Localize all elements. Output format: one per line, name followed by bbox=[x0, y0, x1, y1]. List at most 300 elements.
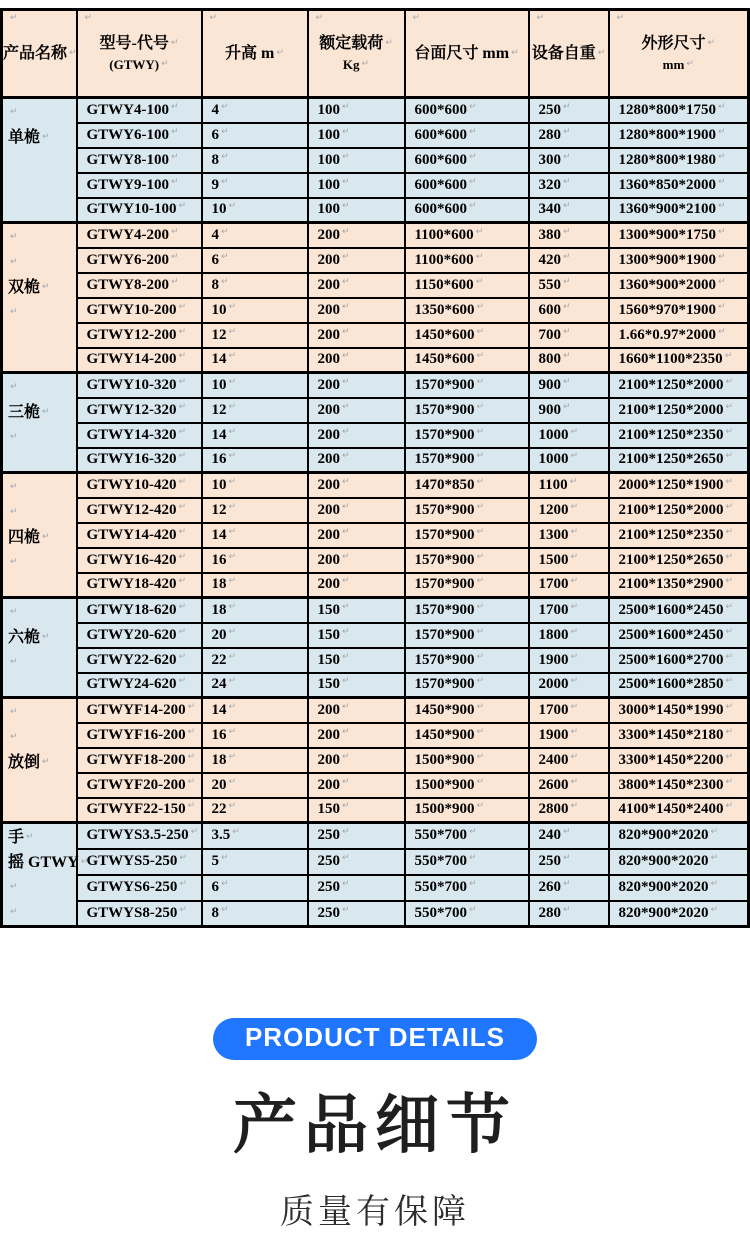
lift-height-cell bbox=[202, 849, 308, 875]
paragraph-mark: ↵ bbox=[342, 751, 350, 762]
cell-text: 150 bbox=[317, 626, 340, 643]
cell-text: 2500*1600*2450 bbox=[618, 601, 724, 618]
col-header-rated-load bbox=[308, 10, 405, 98]
paragraph-mark: ↵ bbox=[563, 126, 571, 137]
platform-size-cell bbox=[405, 373, 529, 398]
paragraph-mark: ↵ bbox=[10, 557, 18, 567]
paragraph-mark: ↵ bbox=[228, 676, 237, 687]
paragraph-mark: ↵ bbox=[178, 626, 187, 637]
paragraph-mark: ↵ bbox=[342, 101, 350, 112]
cell-text: 820*900*2020 bbox=[618, 853, 709, 869]
cell-text: 200 bbox=[317, 401, 340, 418]
rated-load-cell bbox=[308, 123, 405, 148]
cell-text: 1000 bbox=[538, 426, 569, 443]
paragraph-mark: ↵ bbox=[187, 726, 196, 737]
cell-text: 550*700 bbox=[414, 879, 467, 895]
platform-size-cell bbox=[405, 548, 529, 573]
table-row bbox=[2, 673, 749, 698]
paragraph-mark: ↵ bbox=[342, 904, 350, 915]
paragraph-mark: ↵ bbox=[570, 526, 579, 537]
cell-text: 14 bbox=[211, 426, 227, 443]
col-header-overall-size bbox=[609, 10, 749, 98]
cell-text: 3300*1450*2180 bbox=[618, 726, 724, 743]
paragraph-mark: ↵ bbox=[42, 757, 50, 767]
cell-text: 150 bbox=[317, 676, 340, 693]
cell-text: 2100*1350*2900 bbox=[618, 576, 724, 593]
cell-text: 320 bbox=[538, 176, 561, 193]
unit-weight-cell bbox=[529, 548, 609, 573]
cell-text: 1360*900*2000 bbox=[618, 276, 716, 293]
cell-text: 2100*1250*2650 bbox=[618, 451, 724, 468]
header-text: 产品名称 bbox=[3, 45, 68, 62]
paragraph-mark: ↵ bbox=[570, 751, 579, 762]
table-row bbox=[2, 148, 749, 173]
cell-text: GTWY20-620 bbox=[86, 626, 177, 643]
cell-text: 1200 bbox=[538, 501, 569, 518]
group-name-line bbox=[8, 825, 76, 850]
cell-text: 1570*900 bbox=[414, 401, 475, 418]
paragraph-mark: ↵ bbox=[563, 827, 571, 838]
paragraph-mark: ↵ bbox=[228, 201, 237, 212]
paragraph-mark: ↵ bbox=[725, 476, 734, 487]
paragraph-mark: ↵ bbox=[361, 58, 370, 69]
platform-size-cell bbox=[405, 748, 529, 773]
paragraph-mark: ↵ bbox=[563, 276, 571, 287]
paragraph-mark: ↵ bbox=[570, 576, 579, 587]
cell-text: 1450*900 bbox=[414, 701, 475, 718]
mark-line bbox=[8, 300, 76, 325]
mark-line bbox=[8, 475, 76, 500]
overall-size-cell bbox=[609, 723, 749, 748]
cell-text: 22 bbox=[211, 801, 227, 818]
paragraph-mark: ↵ bbox=[342, 526, 350, 537]
rated-load-cell bbox=[308, 423, 405, 448]
model-code-cell bbox=[77, 398, 202, 423]
paragraph-mark: ↵ bbox=[476, 476, 485, 487]
paragraph-mark: ↵ bbox=[570, 426, 579, 437]
cell-text: 10 bbox=[211, 301, 227, 318]
cell-text: 1900 bbox=[538, 651, 569, 668]
model-code-cell bbox=[77, 473, 202, 498]
cell-text: GTWY10-320 bbox=[86, 376, 177, 393]
group-cell-single-mast bbox=[2, 98, 77, 223]
paragraph-mark: ↵ bbox=[171, 101, 179, 112]
paragraph-mark: ↵ bbox=[228, 776, 237, 787]
paragraph-mark: ↵ bbox=[342, 176, 350, 187]
cell-text: GTWY10-420 bbox=[86, 476, 177, 493]
paragraph-mark: ↵ bbox=[570, 651, 579, 662]
paragraph-mark: ↵ bbox=[710, 904, 719, 915]
model-code-cell bbox=[77, 198, 202, 223]
cell-text: 6 bbox=[211, 879, 219, 895]
paragraph-mark: ↵ bbox=[228, 401, 237, 412]
paragraph-mark: ↵ bbox=[718, 176, 726, 187]
cell-text: 20 bbox=[211, 776, 227, 793]
cell-text: 420 bbox=[538, 251, 561, 268]
paragraph-mark: ↵ bbox=[475, 276, 484, 287]
cell-text: 16 bbox=[211, 551, 227, 568]
cell-text: 9 bbox=[211, 176, 219, 193]
paragraph-mark: ↵ bbox=[342, 501, 350, 512]
model-code-cell bbox=[77, 598, 202, 623]
page bbox=[0, 8, 750, 1233]
cell-text: 2100*1250*2000 bbox=[618, 376, 724, 393]
cell-text: 22 bbox=[211, 651, 227, 668]
paragraph-mark: ↵ bbox=[718, 101, 726, 112]
unit-weight-cell bbox=[529, 448, 609, 473]
cell-text: 200 bbox=[317, 226, 340, 243]
cell-text: 200 bbox=[317, 501, 340, 518]
model-code-cell bbox=[77, 298, 202, 323]
model-code-cell bbox=[77, 323, 202, 348]
cell-text: GTWY10-100 bbox=[86, 201, 177, 218]
group-cell-double-mast bbox=[2, 223, 77, 373]
cell-text: 200 bbox=[317, 426, 340, 443]
lift-height-cell bbox=[202, 173, 308, 198]
paragraph-mark: ↵ bbox=[342, 801, 350, 812]
paragraph-mark: ↵ bbox=[725, 501, 734, 512]
paragraph-mark: ↵ bbox=[171, 151, 179, 162]
paragraph-mark: ↵ bbox=[342, 879, 350, 889]
paragraph-mark: ↵ bbox=[475, 251, 484, 262]
paragraph-mark: ↵ bbox=[187, 751, 196, 762]
paragraph-mark: ↵ bbox=[725, 526, 734, 537]
paragraph-mark: ↵ bbox=[178, 401, 187, 412]
cell-text: 200 bbox=[317, 376, 340, 393]
paragraph-mark: ↵ bbox=[725, 726, 734, 737]
table-header-row bbox=[2, 10, 749, 98]
cell-text: 200 bbox=[317, 251, 340, 268]
cell-text: 300 bbox=[538, 151, 561, 168]
unit-weight-cell bbox=[529, 748, 609, 773]
group-name-text: 手 bbox=[8, 829, 25, 846]
lift-height-cell bbox=[202, 223, 308, 248]
cell-text: 800 bbox=[538, 351, 561, 368]
cell-text: GTWY4-100 bbox=[86, 101, 169, 118]
table-row bbox=[2, 248, 749, 273]
cell-text: 4 bbox=[211, 101, 219, 118]
paragraph-mark: ↵ bbox=[342, 853, 350, 863]
model-code-cell bbox=[77, 523, 202, 548]
cell-text: 1700 bbox=[538, 701, 569, 718]
rated-load-cell bbox=[308, 875, 405, 901]
paragraph-mark: ↵ bbox=[476, 701, 485, 712]
cell-text: 260 bbox=[538, 879, 561, 895]
paragraph-mark: ↵ bbox=[178, 376, 187, 387]
section-subtitle: 质量有保障 bbox=[280, 1193, 470, 1231]
overall-size-cell bbox=[609, 523, 749, 548]
cell-text: 10 bbox=[211, 201, 227, 218]
paragraph-mark: ↵ bbox=[178, 476, 187, 487]
overall-size-cell bbox=[609, 823, 749, 849]
cell-text: 1570*900 bbox=[414, 501, 475, 518]
cell-text: 1350*600 bbox=[414, 301, 475, 318]
paragraph-mark: ↵ bbox=[563, 151, 571, 162]
cell-text: 200 bbox=[317, 326, 340, 343]
cell-text: 2000 bbox=[538, 676, 569, 693]
cell-text: 150 bbox=[317, 601, 340, 618]
paragraph-mark: ↵ bbox=[597, 48, 606, 58]
cell-text: 1450*600 bbox=[414, 351, 475, 368]
paragraph-mark: ↵ bbox=[10, 607, 18, 617]
cell-text: GTWY8-200 bbox=[86, 276, 169, 293]
paragraph-mark: ↵ bbox=[228, 501, 237, 512]
overall-size-cell bbox=[609, 698, 749, 723]
platform-size-cell bbox=[405, 798, 529, 823]
cell-text: 250 bbox=[538, 101, 561, 118]
rated-load-cell bbox=[308, 598, 405, 623]
lift-height-cell bbox=[202, 648, 308, 673]
cell-text: 20 bbox=[211, 626, 227, 643]
overall-size-cell bbox=[609, 398, 749, 423]
paragraph-mark: ↵ bbox=[476, 351, 485, 362]
cell-text: 550*700 bbox=[414, 827, 467, 844]
lift-height-cell bbox=[202, 398, 308, 423]
platform-size-cell bbox=[405, 173, 529, 198]
paragraph-mark: ↵ bbox=[342, 401, 350, 412]
paragraph-mark: ↵ bbox=[476, 501, 485, 512]
header-label bbox=[78, 33, 201, 54]
header-label bbox=[610, 54, 748, 75]
paragraph-mark: ↵ bbox=[718, 251, 726, 262]
header-text: 设备自重 bbox=[531, 45, 596, 62]
cell-text: GTWY24-620 bbox=[86, 676, 177, 693]
paragraph-mark: ↵ bbox=[10, 882, 18, 892]
paragraph-mark: ↵ bbox=[170, 37, 179, 48]
mark-line bbox=[8, 900, 76, 925]
paragraph-mark: ↵ bbox=[171, 226, 179, 237]
lift-height-cell bbox=[202, 798, 308, 823]
paragraph-mark: ↵ bbox=[178, 676, 187, 687]
paragraph-mark: ↵ bbox=[69, 48, 77, 58]
table-row bbox=[2, 473, 749, 498]
paragraph-mark: ↵ bbox=[228, 326, 237, 337]
table-row bbox=[2, 98, 749, 123]
col-header-model-code bbox=[77, 10, 202, 98]
paragraph-mark: ↵ bbox=[10, 707, 18, 717]
lift-height-cell bbox=[202, 498, 308, 523]
paragraph-mark: ↵ bbox=[10, 382, 18, 392]
cell-text: GTWY14-320 bbox=[86, 426, 177, 443]
paragraph-mark: ↵ bbox=[725, 776, 734, 787]
paragraph-mark: ↵ bbox=[725, 626, 734, 637]
cell-text: 820*900*2020 bbox=[618, 879, 709, 895]
overall-size-cell bbox=[609, 148, 749, 173]
cell-text: 550*700 bbox=[414, 904, 467, 921]
group-name-line bbox=[8, 525, 76, 550]
unit-weight-cell bbox=[529, 875, 609, 901]
cell-text: 8 bbox=[211, 151, 219, 168]
platform-size-cell bbox=[405, 323, 529, 348]
group-name-text: 摇 GTWY bbox=[8, 854, 79, 871]
table-row bbox=[2, 598, 749, 623]
platform-size-cell bbox=[405, 723, 529, 748]
paragraph-mark: ↵ bbox=[724, 351, 733, 362]
paragraph-mark: ↵ bbox=[469, 176, 477, 187]
overall-size-cell bbox=[609, 423, 749, 448]
cell-text: 1.66*0.97*2000 bbox=[618, 326, 716, 343]
cell-text: 1360*850*2000 bbox=[618, 176, 716, 193]
table-row bbox=[2, 423, 749, 448]
cell-text: GTWY8-100 bbox=[86, 151, 169, 168]
unit-weight-cell bbox=[529, 423, 609, 448]
lift-height-cell bbox=[202, 473, 308, 498]
group-name-line bbox=[8, 850, 89, 875]
paragraph-mark: ↵ bbox=[228, 301, 237, 312]
unit-weight-cell bbox=[529, 173, 609, 198]
paragraph-mark: ↵ bbox=[476, 626, 485, 637]
cell-text: 1450*900 bbox=[414, 726, 475, 743]
paragraph-mark: ↵ bbox=[476, 451, 485, 462]
overall-size-cell bbox=[609, 849, 749, 875]
col-header-unit-weight bbox=[529, 10, 609, 98]
platform-size-cell bbox=[405, 223, 529, 248]
cell-text: 3300*1450*2200 bbox=[618, 751, 724, 768]
paragraph-mark: ↵ bbox=[221, 853, 229, 863]
lift-height-cell bbox=[202, 673, 308, 698]
paragraph-mark: ↵ bbox=[178, 551, 187, 562]
rated-load-cell bbox=[308, 198, 405, 223]
paragraph-mark: ↵ bbox=[171, 126, 179, 137]
unit-weight-cell bbox=[529, 723, 609, 748]
paragraph-mark: ↵ bbox=[161, 58, 169, 69]
paragraph-mark: ↵ bbox=[10, 432, 18, 442]
lift-height-cell bbox=[202, 323, 308, 348]
mark-line bbox=[8, 700, 76, 725]
paragraph-mark: ↵ bbox=[10, 257, 18, 267]
overall-size-cell bbox=[609, 223, 749, 248]
paragraph-mark: ↵ bbox=[342, 626, 350, 637]
lift-height-cell bbox=[202, 123, 308, 148]
col-header-platform-size bbox=[405, 10, 529, 98]
table-row bbox=[2, 273, 749, 298]
col-header-lift-height bbox=[202, 10, 308, 98]
cell-text: 24 bbox=[211, 676, 227, 693]
unit-weight-cell bbox=[529, 473, 609, 498]
lift-height-cell bbox=[202, 448, 308, 473]
cell-text: 12 bbox=[211, 326, 227, 343]
paragraph-mark: ↵ bbox=[570, 776, 579, 787]
rated-load-cell bbox=[308, 623, 405, 648]
platform-size-cell bbox=[405, 875, 529, 901]
paragraph-mark: ↵ bbox=[228, 576, 237, 587]
unit-weight-cell bbox=[529, 348, 609, 373]
paragraph-mark: ↵ bbox=[10, 107, 18, 117]
group-name-text: 放倒 bbox=[8, 754, 41, 771]
rated-load-cell bbox=[308, 523, 405, 548]
cell-text: 200 bbox=[317, 476, 340, 493]
overall-size-cell bbox=[609, 875, 749, 901]
paragraph-mark: ↵ bbox=[563, 201, 571, 212]
paragraph-mark: ↵ bbox=[725, 676, 734, 687]
unit-weight-cell bbox=[529, 498, 609, 523]
lift-height-cell bbox=[202, 823, 308, 849]
paragraph-mark: ↵ bbox=[228, 726, 237, 737]
paragraph-mark: ↵ bbox=[476, 576, 485, 587]
cell-text: 6 bbox=[211, 126, 219, 143]
cell-text: 200 bbox=[317, 451, 340, 468]
paragraph-mark: ↵ bbox=[570, 701, 579, 712]
cell-text: 1800 bbox=[538, 626, 569, 643]
overall-size-cell bbox=[609, 598, 749, 623]
table-row bbox=[2, 373, 749, 398]
paragraph-mark: ↵ bbox=[221, 226, 229, 237]
table-row bbox=[2, 123, 749, 148]
col-header-product-name bbox=[2, 10, 77, 98]
paragraph-mark: ↵ bbox=[10, 307, 18, 317]
cell-text: 1700 bbox=[538, 601, 569, 618]
paragraph-mark: ↵ bbox=[221, 904, 229, 915]
cell-text: 600*600 bbox=[414, 101, 467, 118]
cell-text: 1360*900*2100 bbox=[618, 201, 716, 218]
paragraph-mark: ↵ bbox=[718, 201, 726, 212]
cell-text: 250 bbox=[317, 904, 340, 921]
lift-height-cell bbox=[202, 148, 308, 173]
table-row bbox=[2, 498, 749, 523]
paragraph-mark: ↵ bbox=[190, 827, 199, 838]
cell-text: 1100*600 bbox=[414, 226, 474, 243]
model-code-cell bbox=[77, 723, 202, 748]
unit-weight-cell bbox=[529, 198, 609, 223]
overall-size-cell bbox=[609, 623, 749, 648]
overall-size-cell bbox=[609, 773, 749, 798]
cell-text: 1280*800*1980 bbox=[618, 151, 716, 168]
table-row bbox=[2, 748, 749, 773]
table-row bbox=[2, 173, 749, 198]
model-code-cell bbox=[77, 875, 202, 901]
paragraph-mark: ↵ bbox=[476, 301, 485, 312]
paragraph-mark: ↵ bbox=[228, 451, 237, 462]
paragraph-mark: ↵ bbox=[178, 651, 187, 662]
cell-text: 1660*1100*2350 bbox=[618, 351, 723, 368]
lift-height-cell bbox=[202, 348, 308, 373]
paragraph-mark: ↵ bbox=[412, 13, 421, 23]
rated-load-cell bbox=[308, 823, 405, 849]
paragraph-mark: ↵ bbox=[228, 626, 237, 637]
spec-table bbox=[0, 8, 750, 928]
paragraph-mark: ↵ bbox=[469, 879, 477, 889]
model-code-cell bbox=[77, 373, 202, 398]
rated-load-cell bbox=[308, 473, 405, 498]
mark-line bbox=[8, 100, 76, 125]
lift-height-cell bbox=[202, 523, 308, 548]
rated-load-cell bbox=[308, 849, 405, 875]
paragraph-mark: ↵ bbox=[476, 801, 485, 812]
cell-text: 250 bbox=[317, 827, 340, 844]
cell-text: 1500*900 bbox=[414, 751, 475, 768]
cell-text: 6 bbox=[211, 251, 219, 268]
paragraph-mark: ↵ bbox=[342, 551, 350, 562]
unit-weight-cell bbox=[529, 248, 609, 273]
lift-height-cell bbox=[202, 248, 308, 273]
cell-text: GTWYS3.5-250 bbox=[86, 827, 189, 844]
model-code-cell bbox=[77, 748, 202, 773]
platform-size-cell bbox=[405, 148, 529, 173]
cell-text: 16 bbox=[211, 726, 227, 743]
paragraph-mark: ↵ bbox=[221, 879, 229, 889]
unit-weight-cell bbox=[529, 323, 609, 348]
platform-size-cell bbox=[405, 849, 529, 875]
paragraph-mark: ↵ bbox=[725, 651, 734, 662]
unit-weight-cell bbox=[529, 523, 609, 548]
rated-load-cell bbox=[308, 648, 405, 673]
lift-height-cell bbox=[202, 573, 308, 598]
paragraph-mark: ↵ bbox=[315, 13, 324, 23]
paragraph-mark: ↵ bbox=[342, 476, 350, 487]
platform-size-cell bbox=[405, 673, 529, 698]
paragraph-mark: ↵ bbox=[178, 526, 187, 537]
paragraph-mark: ↵ bbox=[476, 651, 485, 662]
